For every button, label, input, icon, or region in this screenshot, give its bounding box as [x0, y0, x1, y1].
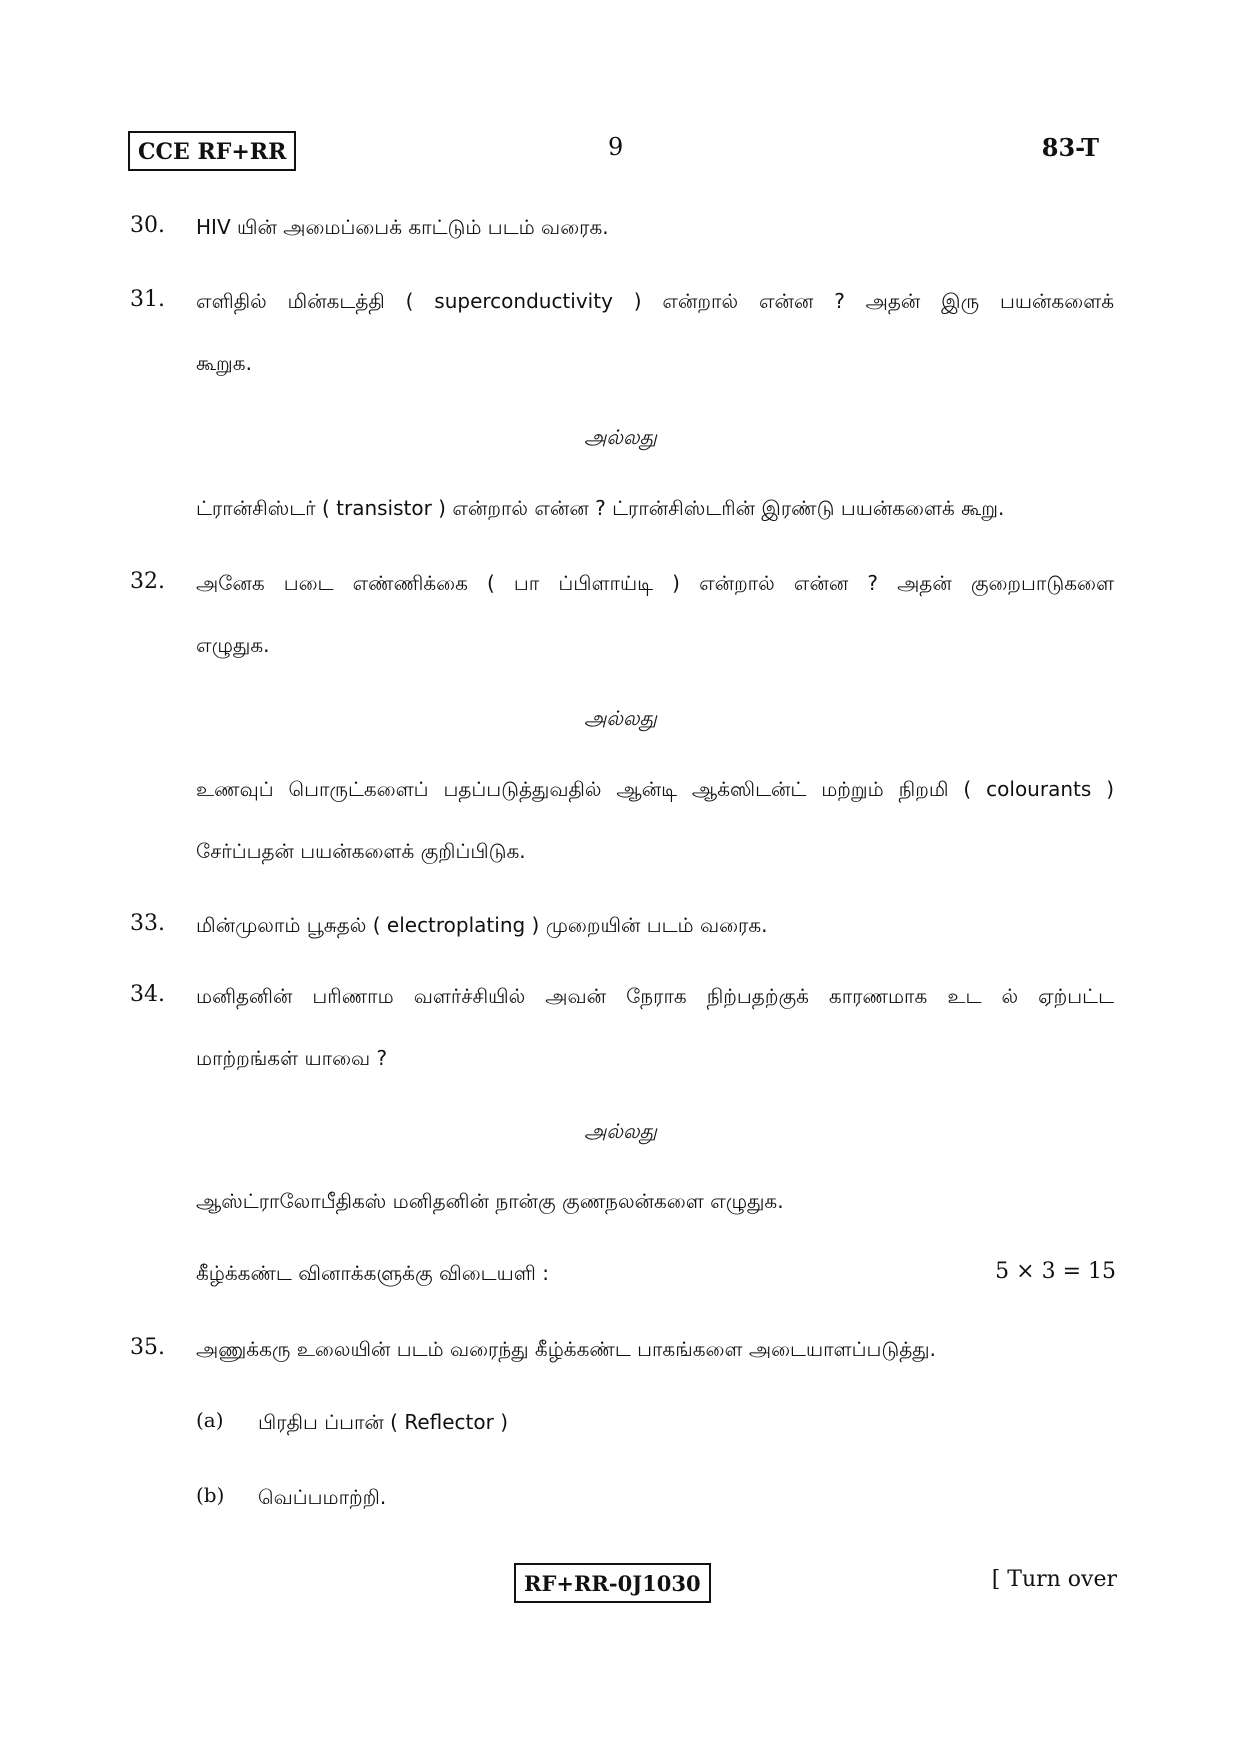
question-text: HIV யின் அமைப்பைக் காட்டும் படம் வரைக.	[196, 215, 609, 239]
page-number: 9	[608, 133, 624, 161]
question-text: மின்முலாம் பூசுதல் ( electroplating ) முறையின் படம் வரைக.	[196, 913, 768, 937]
question-number: 32.	[130, 569, 165, 594]
question-text: அணுக்கரு உலையின் படம் வரைந்து கீழ்க்கண்ட பாகங்களை அடையாளப்படுத்து.	[196, 1337, 936, 1361]
section-marks: 5 × 3 = 15	[995, 1259, 1116, 1284]
question-alt-text: ட்ரான்சிஸ்டர் ( transistor ) என்றால் என்ன ? ட்ரான்சிஸ்டரின் இரண்டு பயன்களைக் கூறு.	[196, 496, 1005, 520]
question-text: கூறுக.	[196, 351, 252, 375]
or-separator: அல்லது	[584, 1119, 657, 1143]
turn-over: [ Turn over	[991, 1567, 1117, 1592]
subpart-text: வெப்பமாற்றி.	[258, 1485, 387, 1509]
question-alt-text: சேர்ப்பதன் பயன்களைக் குறிப்பிடுக.	[196, 839, 526, 863]
subpart-label: (a)	[196, 1408, 224, 1432]
subpart-label: (b)	[196, 1483, 225, 1507]
question-text: அனேக படை எண்ணிக்கை ( பா ப்பிளாய்டி ) என்றால் என்ன ? அதன் குறைபாடுகளை	[196, 571, 1114, 595]
question-text: மாற்றங்கள் யாவை ?	[196, 1046, 388, 1070]
question-alt-text: உணவுப் பொருட்களைப் பதப்படுத்துவதில் ஆன்டி ஆக்ஸிடன்ட் மற்றும் நிறமி ( colourants )	[196, 777, 1114, 801]
question-number: 35.	[130, 1335, 165, 1360]
question-text: எளிதில் மின்கடத்தி ( superconductivity ) என்றால் என்ன ? அதன் இரு பயன்களைக்	[196, 289, 1114, 313]
question-text: எழுதுக.	[196, 633, 270, 657]
question-number: 30.	[130, 213, 165, 238]
subpart-text: பிரதிப ப்பான் ( Reflector )	[258, 1410, 508, 1434]
paper-code: 83-T	[1041, 133, 1099, 162]
or-separator: அல்லது	[584, 706, 657, 730]
header-left-code: CCE RF+RR	[128, 131, 296, 171]
question-number: 31.	[130, 287, 165, 312]
footer-code: RF+RR-0J1030	[514, 1563, 711, 1603]
question-alt-text: ஆஸ்ட்ராலோபீதிகஸ் மனிதனின் நான்கு குணநலன்களை எழுதுக.	[196, 1189, 784, 1213]
question-number: 33.	[130, 911, 165, 936]
question-text: மனிதனின் பரிணாம வளர்ச்சியில் அவன் நேராக நிற்பதற்குக் காரணமாக உட ல் ஏற்பட்ட	[196, 984, 1114, 1008]
section-instruction: கீழ்க்கண்ட வினாக்களுக்கு விடையளி :	[196, 1261, 549, 1285]
or-separator: அல்லது	[584, 425, 657, 449]
question-number: 34.	[130, 982, 165, 1007]
